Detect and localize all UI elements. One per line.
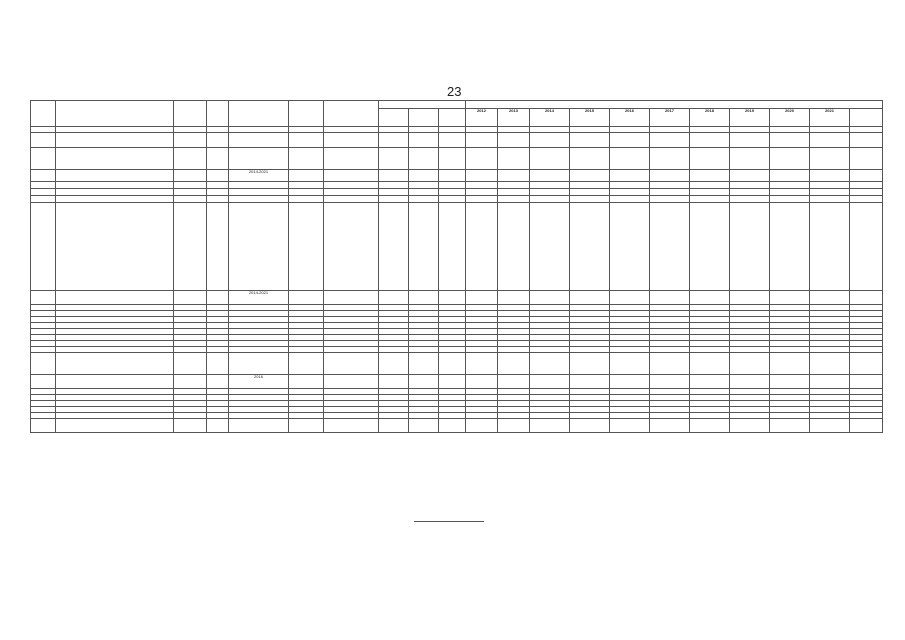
table-row [31,353,883,375]
table-cell [730,170,770,182]
table-row [31,148,883,170]
table-cell [498,375,530,389]
table-cell [409,182,439,189]
table-cell [650,182,690,189]
table-cell [690,148,730,170]
table-cell [530,189,570,196]
table-cell [379,182,409,189]
table-cell: 2016 [229,375,289,389]
table-cell [498,203,530,291]
table-row [31,170,883,182]
table-cell [730,182,770,189]
header-group-years [466,101,883,109]
table-cell [850,353,883,375]
table-cell [690,196,730,203]
table-cell [379,133,409,148]
table-cell [409,196,439,203]
table-cell [730,375,770,389]
header-year: 2020 [770,109,810,127]
table-row [31,419,883,433]
table-cell [690,182,730,189]
header-cell [379,109,409,127]
table-cell [610,182,650,189]
table-cell [690,291,730,305]
table-cell [530,375,570,389]
table-cell [409,291,439,305]
table-cell [770,419,810,433]
table-cell [610,419,650,433]
table-cell [730,203,770,291]
table-cell [229,148,289,170]
table-cell [207,170,229,182]
table-cell [466,203,498,291]
table-cell [850,203,883,291]
table-cell [690,419,730,433]
table-cell [610,170,650,182]
table-cell [439,189,466,196]
table-cell [31,375,56,389]
header-cell [174,101,207,127]
table-cell [56,203,174,291]
table-cell [498,170,530,182]
table-cell [570,148,610,170]
table-cell [770,196,810,203]
table-cell [610,133,650,148]
table-cell [56,133,174,148]
table-cell [810,189,850,196]
table-cell [498,419,530,433]
table-row [31,203,883,291]
table-cell [466,196,498,203]
table-cell [650,148,690,170]
table-cell [379,353,409,375]
header-year: 2012 [466,109,498,127]
table-cell: 2014-2021 [229,291,289,305]
table-cell [650,189,690,196]
table-cell [229,182,289,189]
header-cell [56,101,174,127]
table-cell [289,148,324,170]
table-row [31,196,883,203]
table-cell [289,353,324,375]
table-cell [174,133,207,148]
table-cell [530,170,570,182]
table-cell [610,291,650,305]
table-cell [207,375,229,389]
table-cell [770,170,810,182]
table-cell [207,189,229,196]
table-cell [229,353,289,375]
table-cell [570,133,610,148]
table-cell [207,291,229,305]
table-cell [56,148,174,170]
table-cell [379,189,409,196]
table-cell [174,353,207,375]
table-cell [409,375,439,389]
table-cell [31,196,56,203]
table-cell [570,170,610,182]
table-cell [770,182,810,189]
table-cell [409,189,439,196]
table-cell [690,203,730,291]
table-cell [570,353,610,375]
table-cell [324,170,379,182]
table-cell [31,182,56,189]
table-cell [850,133,883,148]
table-cell [324,353,379,375]
header-cell [229,101,289,127]
table-cell [466,419,498,433]
table-cell [207,148,229,170]
header-cell [324,101,379,127]
table-cell [466,375,498,389]
table-cell [174,203,207,291]
table-cell [439,203,466,291]
table-cell [174,196,207,203]
table-cell [409,419,439,433]
header-year: 2017 [650,109,690,127]
header-year: 2019 [730,109,770,127]
table-cell [466,182,498,189]
table-cell [31,189,56,196]
table-cell [289,133,324,148]
table-cell [56,196,174,203]
table-cell [229,203,289,291]
table-cell [324,196,379,203]
table-cell [570,203,610,291]
table-cell [229,189,289,196]
table-cell [850,419,883,433]
table-cell [498,353,530,375]
table-cell [810,375,850,389]
table-cell [409,203,439,291]
table-cell [324,148,379,170]
table-cell [730,196,770,203]
table-cell [439,148,466,170]
table-cell [730,148,770,170]
table-cell [530,291,570,305]
table-cell [379,148,409,170]
table-cell [498,148,530,170]
table-cell [530,148,570,170]
table-cell [289,170,324,182]
table-cell [610,189,650,196]
table-cell [650,203,690,291]
table-cell [324,419,379,433]
table-cell [56,375,174,389]
table-cell [650,170,690,182]
table-cell [610,203,650,291]
table-cell [690,170,730,182]
header-cell [409,109,439,127]
table-cell [810,148,850,170]
table-cell [439,133,466,148]
table-cell [379,170,409,182]
table-cell [56,353,174,375]
table-cell [379,375,409,389]
table-row [31,133,883,148]
table-cell [610,353,650,375]
table-cell [810,133,850,148]
header-cell [31,101,56,127]
table-cell [379,291,409,305]
table-cell [174,170,207,182]
table-cell [207,182,229,189]
table-cell [730,353,770,375]
table-cell [324,291,379,305]
table-cell [770,133,810,148]
table-cell [690,189,730,196]
table-cell [650,291,690,305]
table-cell [850,148,883,170]
table-cell [466,170,498,182]
header-year: 2014 [530,109,570,127]
table-cell [770,189,810,196]
table-cell [56,182,174,189]
table-cell [31,353,56,375]
table-cell [439,182,466,189]
table-cell [850,170,883,182]
table-cell [850,189,883,196]
table-cell [690,375,730,389]
table-cell [439,291,466,305]
header-group-classification [379,101,466,109]
table-cell [31,291,56,305]
table-cell [289,189,324,196]
table-cell [530,196,570,203]
table-cell [498,133,530,148]
header-year: 2016 [610,109,650,127]
table-cell [56,170,174,182]
table-cell [610,148,650,170]
table-cell [289,203,324,291]
table-cell [466,353,498,375]
table-cell [570,419,610,433]
table-cell [289,182,324,189]
table-cell [466,148,498,170]
table-cell [289,291,324,305]
table-cell [31,419,56,433]
table-cell [850,375,883,389]
table-cell [810,170,850,182]
table-cell [690,133,730,148]
table-cell [324,133,379,148]
budget-table [30,100,883,433]
table-cell [174,291,207,305]
table-cell [409,353,439,375]
table-row [31,182,883,189]
table-row [31,375,883,389]
table-cell [610,196,650,203]
table-cell [229,196,289,203]
table-cell [466,133,498,148]
table-cell [56,419,174,433]
header-year: 2018 [690,109,730,127]
table-cell [229,419,289,433]
table-header [31,101,883,133]
table-row [31,291,883,305]
table-cell [207,419,229,433]
table-cell [810,182,850,189]
table-cell [570,291,610,305]
table-cell [439,170,466,182]
bottom-rule [414,521,484,522]
table-cell [810,353,850,375]
table-cell [324,203,379,291]
header-cell [289,101,324,127]
table-cell [810,203,850,291]
table-cell [730,133,770,148]
table-cell [530,353,570,375]
table-cell [289,419,324,433]
table-cell [409,148,439,170]
table-cell [730,419,770,433]
table-cell [439,375,466,389]
table-cell [770,203,810,291]
table-cell [770,353,810,375]
table-cell [570,196,610,203]
table-cell [31,203,56,291]
table-cell [570,182,610,189]
header-year: 2021 [810,109,850,127]
table-cell [409,170,439,182]
table-cell [570,189,610,196]
table-cell [324,189,379,196]
table-cell [690,353,730,375]
table-cell [289,196,324,203]
table-cell [174,419,207,433]
table-cell [324,182,379,189]
table-cell [466,291,498,305]
page-number: 23 [447,84,462,99]
table-cell [850,291,883,305]
table-cell [810,291,850,305]
table-body [31,133,883,433]
table-cell [650,133,690,148]
table-cell [650,375,690,389]
table-cell [31,170,56,182]
table-cell [379,203,409,291]
table-cell [31,133,56,148]
table-cell [770,375,810,389]
table-cell [570,375,610,389]
table-row [31,189,883,196]
table-cell [56,189,174,196]
table-cell [409,133,439,148]
table-cell [530,133,570,148]
table-cell [610,375,650,389]
table-cell [650,419,690,433]
table-cell [498,196,530,203]
table-cell [174,189,207,196]
table-cell [530,419,570,433]
table-cell [810,196,850,203]
table-cell [174,182,207,189]
table-cell [289,375,324,389]
table-cell [207,353,229,375]
table-cell [498,182,530,189]
table-cell [31,148,56,170]
header-year: 2015 [570,109,610,127]
table-cell [770,291,810,305]
table-cell [530,203,570,291]
table-cell [650,353,690,375]
table-cell [439,196,466,203]
table-cell [530,182,570,189]
table-cell [730,291,770,305]
table-cell [174,375,207,389]
table-cell [730,189,770,196]
table-cell [770,148,810,170]
table-cell [466,189,498,196]
table-cell [379,419,409,433]
table-cell [810,419,850,433]
table-cell [207,133,229,148]
header-year: 2013 [498,109,530,127]
header-cell [439,109,466,127]
header-cell [207,101,229,127]
table-cell [229,133,289,148]
table-cell [379,196,409,203]
table-cell [850,182,883,189]
table-cell [56,291,174,305]
table-cell [207,196,229,203]
table-cell [174,148,207,170]
table-cell [207,203,229,291]
table-cell: 2014-2021 [229,170,289,182]
table-cell [850,196,883,203]
table-cell [650,196,690,203]
table-cell [439,419,466,433]
table-cell [439,353,466,375]
table-cell [498,189,530,196]
table-cell [324,375,379,389]
header-total [850,109,883,127]
table-cell [498,291,530,305]
